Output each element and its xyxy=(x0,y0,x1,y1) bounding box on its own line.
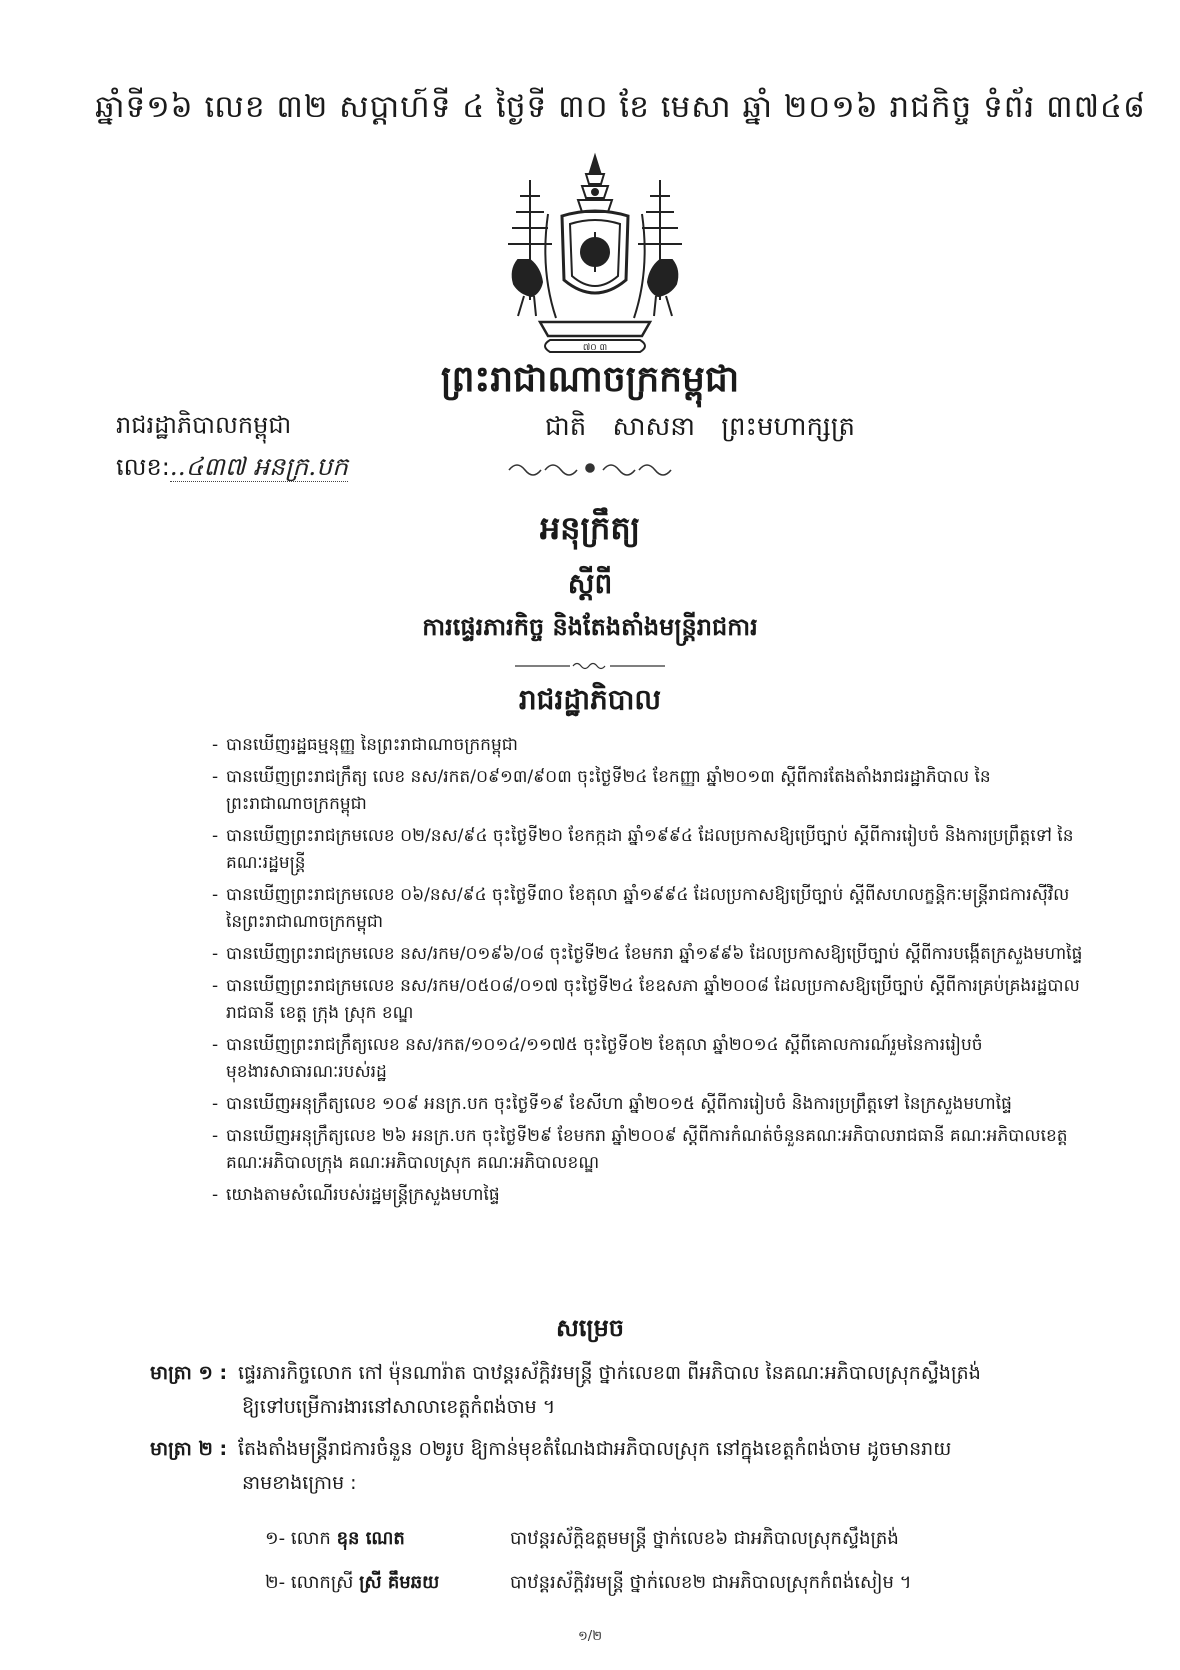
article-1-line1: ផ្ទេរភារកិច្ចលោក កៅ ម៉ុនណារ៉ាត បាឋន្តរស័ក្តិវរមន្ត្រី ថ្នាក់លេខ៣ ពីអភិបាល នៃគណៈអភិបាលស្រុកស្ទឹងត្រង់ xyxy=(238,1362,981,1384)
recital-item: - បានឃើញអនុក្រឹត្យលេខ ១០៩ អនក្រ.បក ចុះថ្ងៃទី១៩ ខែសីហា ឆ្នាំ២០១៥ ស្តីពីការរៀបចំ និងការប្រព្រឹត្តទៅ នៃក្រសួងមហាផ្ទៃ xyxy=(226,1091,1086,1118)
appointee-number: ២- xyxy=(265,1572,286,1593)
issuing-authority: រាជរដ្ឋាភិបាលកម្ពុជា xyxy=(116,411,292,439)
recital-item: - យោងតាមសំណើរបស់រដ្ឋមន្ត្រីក្រសួងមហាផ្ទៃ xyxy=(226,1182,1086,1209)
national-motto: ជាតិ សាសនា ព្រះមហាក្សត្រ xyxy=(545,412,855,442)
appointee-row xyxy=(265,1526,899,1553)
gazette-header: ឆ្នាំទី១៦ លេខ ៣២ សប្តាហ៍ទី ៤ ថ្ងៃទី ៣០ ខែ មេសា ឆ្នាំ ២០១៦ រាជកិច្ច ទំព័រ ៣៧៤៨ xyxy=(95,89,1146,125)
appointee-title: លោកស្រី xyxy=(290,1572,354,1593)
article-2 xyxy=(150,1432,1090,1500)
title-divider-icon xyxy=(515,660,665,672)
appointee-name: ស្រី គឹមឆយ xyxy=(359,1572,440,1593)
kingdom-title: ព្រះរាជាណាចក្រកម្ពុជា xyxy=(440,358,740,400)
appointee-role: បាឋន្តរស័ក្តិឧត្តមមន្ត្រី ថ្នាក់លេខ៦ ជាអភិបាលស្រុកស្ទឹងត្រង់ xyxy=(510,1528,899,1549)
motto-ornament-icon xyxy=(505,458,675,478)
decides-heading: សម្រេច xyxy=(555,1313,625,1342)
appointee-name: ឧុន ណេត xyxy=(336,1528,405,1549)
appointee-title: លោក xyxy=(290,1528,331,1549)
appointee-role: បាឋន្តរស័ក្តិវរមន្ត្រី ថ្នាក់លេខ២ ជាអភិបាលស្រុកកំពង់សៀម ។ xyxy=(510,1572,912,1593)
document-number xyxy=(116,452,348,488)
article-1 xyxy=(150,1356,1090,1424)
title-about: ស្តីពី xyxy=(567,567,613,600)
authority-heading: រាជរដ្ឋាភិបាល xyxy=(518,683,662,716)
article-1-line2: ឱ្យទៅបម្រើការងារនៅសាលាខេត្តកំពង់ចាម ។ xyxy=(242,1396,556,1418)
recital-item: - បានឃើញអនុក្រឹត្យលេខ ២៦ អនក្រ.បក ចុះថ្ងៃទី២៩ ខែមករា ឆ្នាំ២០០៩ ស្តីពីការកំណត់ចំនួនគណៈអភិបាលរាជធានី គណៈអភិបាលខេត្ត គណៈអភិបាលក្រុង គណៈអភិបាលស្រុក គណៈអភិបាលខណ្ឌ xyxy=(226,1123,1086,1177)
article-1-label: មាត្រា ១ : xyxy=(150,1362,228,1384)
document-subject: ការផ្ទេរភារកិច្ច និងតែងតាំងមន្ត្រីរាជការ xyxy=(422,612,758,641)
recital-item: - បានឃើញព្រះរាជក្រមលេខ នស/រកម/០១៩៦/០៨ ចុះថ្ងៃទី២៤ ខែមករា ឆ្នាំ១៩៩៦ ដែលប្រកាសឱ្យប្រើច្បាប់ ស្តីពីការបង្កើតក្រសួងមហាផ្ទៃ xyxy=(226,941,1086,968)
article-2-line1: តែងតាំងមន្ត្រីរាជការចំនួន ០២រូប ឱ្យកាន់មុខតំណែងជាអភិបាលស្រុក នៅក្នុងខេត្តកំពង់ចាម ដូចមានរាយ xyxy=(238,1438,952,1460)
recital-item: - បានឃើញព្រះរាជក្រមលេខ ០២/នស/៩៤ ចុះថ្ងៃទី២០ ខែកក្កដា ឆ្នាំ១៩៩៤ ដែលប្រកាសឱ្យប្រើច្បាប់ ស្តីពីការរៀបចំ និងការប្រព្រឹត្តទៅ នៃគណៈរដ្ឋមន្ត្រី xyxy=(226,823,1086,877)
appointee-row xyxy=(265,1570,912,1597)
recital-item: - បានឃើញរដ្ឋធម្មនុញ្ញ នៃព្រះរាជាណាចក្រកម្ពុជា xyxy=(226,732,1086,759)
document-number-label: លេខ: xyxy=(116,453,170,481)
recital-item: - បានឃើញព្រះរាជក្រឹត្យ លេខ នស/រកត/០៩១៣/៩០៣ ចុះថ្ងៃទី២៤ ខែកញ្ញា ឆ្នាំ២០១៣ ស្តីពីការតែងតាំងរាជរដ្ឋាភិបាល នៃព្រះរាជាណាចក្រកម្ពុជា xyxy=(226,764,1086,818)
emblem-scroll-text: ៧០ ៣ xyxy=(582,343,608,353)
article-2-line2: នាមខាងក្រោម : xyxy=(242,1472,357,1494)
recital-item: - បានឃើញព្រះរាជក្រមលេខ ០៦/នស/៩៤ ចុះថ្ងៃទី៣០ ខែតុលា ឆ្នាំ១៩៩៤ ដែលប្រកាសឱ្យប្រើច្បាប់ ស្តីពីសហលក្ខន្តិកៈមន្ត្រីរាជការស៊ីវិល នៃព្រះរាជាណាចក្រកម្ពុជា xyxy=(226,882,1086,936)
appointee-number: ១- xyxy=(265,1528,286,1549)
recital-item: - បានឃើញព្រះរាជក្រមលេខ នស/រកម/០៥០៨/០១៧ ចុះថ្ងៃទី២៤ ខែឧសភា ឆ្នាំ២០០៨ ដែលប្រកាសឱ្យប្រើច្បាប់ ស្តីពីការគ្រប់គ្រងរដ្ឋបាលរាជធានី ខេត្ត ក្រុង ស្រុក ខណ្ឌ xyxy=(226,973,1086,1027)
document-type-title: អនុក្រឹត្យ xyxy=(539,509,641,547)
royal-coat-of-arms-icon xyxy=(490,150,700,360)
recitals-list xyxy=(226,732,1086,1214)
article-2-label: មាត្រា ២ : xyxy=(150,1438,228,1460)
document-number-value: ..៤៣៧ អនក្រ.បក xyxy=(169,452,348,481)
recital-item: - បានឃើញព្រះរាជក្រឹត្យលេខ នស/រកត/១០១៤/១១៧៥ ចុះថ្ងៃទី០២ ខែតុលា ឆ្នាំ២០១៤ ស្តីពីគោលការណ៍រួមនៃការរៀបចំមុខងារសាធារណៈរបស់រដ្ឋ xyxy=(226,1032,1086,1086)
page-number: ១/២ xyxy=(577,1629,603,1644)
